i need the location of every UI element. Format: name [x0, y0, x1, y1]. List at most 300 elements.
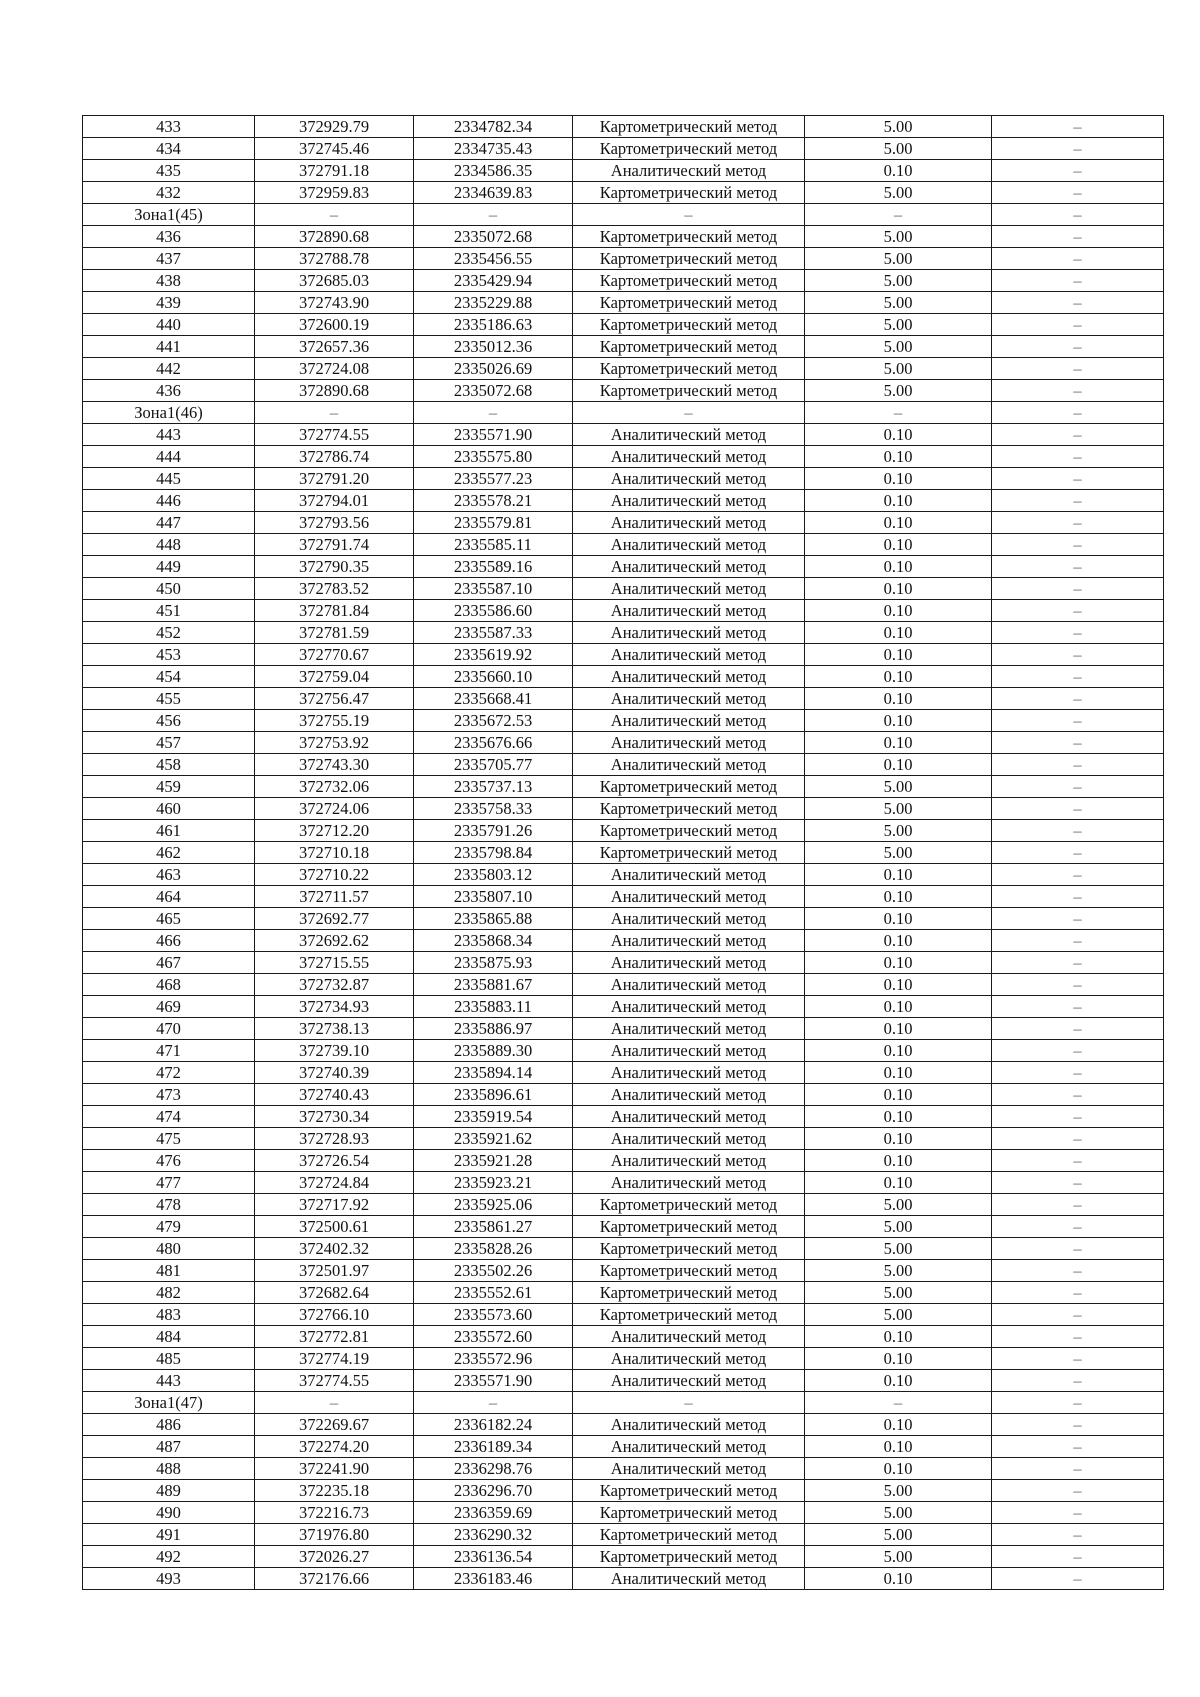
method-cell: Картометрический метод — [573, 1282, 805, 1304]
point-cell: Зона1(45) — [83, 204, 255, 226]
x-coordinate-cell: 372715.55 — [255, 952, 414, 974]
method-cell: Картометрический метод — [573, 336, 805, 358]
point-cell: 489 — [83, 1480, 255, 1502]
y-coordinate-cell: 2335571.90 — [414, 1370, 573, 1392]
point-cell: 447 — [83, 512, 255, 534]
point-cell: 488 — [83, 1458, 255, 1480]
accuracy-cell: 0.10 — [805, 468, 992, 490]
table-row — [83, 710, 1164, 732]
point-cell: 485 — [83, 1348, 255, 1370]
x-coordinate-cell: 372269.67 — [255, 1414, 414, 1436]
point-cell: 455 — [83, 688, 255, 710]
note-cell: – — [992, 666, 1164, 688]
note-cell: – — [992, 248, 1164, 270]
table-row — [83, 512, 1164, 534]
accuracy-cell: 0.10 — [805, 446, 992, 468]
note-cell: – — [992, 1304, 1164, 1326]
note-cell: – — [992, 116, 1164, 138]
note-cell: – — [992, 380, 1164, 402]
point-cell: 465 — [83, 908, 255, 930]
note-cell: – — [992, 468, 1164, 490]
table-row — [83, 842, 1164, 864]
table-row — [83, 204, 1164, 226]
y-coordinate-cell: 2335737.13 — [414, 776, 573, 798]
method-cell: Аналитический метод — [573, 930, 805, 952]
y-coordinate-cell: 2335573.60 — [414, 1304, 573, 1326]
y-coordinate-cell: 2335619.92 — [414, 644, 573, 666]
x-coordinate-cell: 372794.01 — [255, 490, 414, 512]
x-coordinate-cell: 372756.47 — [255, 688, 414, 710]
point-cell: 475 — [83, 1128, 255, 1150]
note-cell: – — [992, 1084, 1164, 1106]
x-coordinate-cell: 372793.56 — [255, 512, 414, 534]
accuracy-cell: 0.10 — [805, 1370, 992, 1392]
point-cell: 480 — [83, 1238, 255, 1260]
table-row — [83, 116, 1164, 138]
table-row — [83, 578, 1164, 600]
x-coordinate-cell: 372717.92 — [255, 1194, 414, 1216]
table-row — [83, 182, 1164, 204]
point-cell: 476 — [83, 1150, 255, 1172]
accuracy-cell: 0.10 — [805, 534, 992, 556]
point-cell: 432 — [83, 182, 255, 204]
point-cell: 467 — [83, 952, 255, 974]
point-cell: 441 — [83, 336, 255, 358]
accuracy-cell: 5.00 — [805, 314, 992, 336]
accuracy-cell: 5.00 — [805, 842, 992, 864]
table-row — [83, 974, 1164, 996]
note-cell: – — [992, 864, 1164, 886]
point-cell: 452 — [83, 622, 255, 644]
point-cell: 451 — [83, 600, 255, 622]
x-coordinate-cell: 372743.90 — [255, 292, 414, 314]
table-row — [83, 798, 1164, 820]
x-coordinate-cell: 372692.62 — [255, 930, 414, 952]
note-cell: – — [992, 732, 1164, 754]
y-coordinate-cell: 2335577.23 — [414, 468, 573, 490]
y-coordinate-cell: 2335552.61 — [414, 1282, 573, 1304]
accuracy-cell: 0.10 — [805, 1062, 992, 1084]
table-row — [83, 270, 1164, 292]
note-cell: – — [992, 402, 1164, 424]
accuracy-cell: 5.00 — [805, 270, 992, 292]
point-cell: Зона1(47) — [83, 1392, 255, 1414]
accuracy-cell: 0.10 — [805, 754, 992, 776]
note-cell: – — [992, 908, 1164, 930]
x-coordinate-cell: 372929.79 — [255, 116, 414, 138]
x-coordinate-cell: 372692.77 — [255, 908, 414, 930]
point-cell: 481 — [83, 1260, 255, 1282]
note-cell: – — [992, 1172, 1164, 1194]
table-row — [83, 446, 1164, 468]
x-coordinate-cell: 372890.68 — [255, 226, 414, 248]
accuracy-cell: 0.10 — [805, 556, 992, 578]
note-cell: – — [992, 534, 1164, 556]
x-coordinate-cell: 372781.84 — [255, 600, 414, 622]
y-coordinate-cell: 2336136.54 — [414, 1546, 573, 1568]
y-coordinate-cell: 2335758.33 — [414, 798, 573, 820]
method-cell: Картометрический метод — [573, 292, 805, 314]
point-cell: 459 — [83, 776, 255, 798]
note-cell: – — [992, 688, 1164, 710]
method-cell: Аналитический метод — [573, 1436, 805, 1458]
accuracy-cell: – — [805, 1392, 992, 1414]
point-cell: 464 — [83, 886, 255, 908]
point-cell: 490 — [83, 1502, 255, 1524]
method-cell: Аналитический метод — [573, 578, 805, 600]
table-row — [83, 1546, 1164, 1568]
note-cell: – — [992, 1018, 1164, 1040]
method-cell: Аналитический метод — [573, 1172, 805, 1194]
table-row — [83, 688, 1164, 710]
method-cell: Картометрический метод — [573, 776, 805, 798]
table-row — [83, 1502, 1164, 1524]
point-cell: 443 — [83, 424, 255, 446]
point-cell: 454 — [83, 666, 255, 688]
accuracy-cell: 0.10 — [805, 578, 992, 600]
x-coordinate-cell: 372745.46 — [255, 138, 414, 160]
x-coordinate-cell: 372791.74 — [255, 534, 414, 556]
note-cell: – — [992, 1260, 1164, 1282]
accuracy-cell: 5.00 — [805, 1546, 992, 1568]
x-coordinate-cell: 372730.34 — [255, 1106, 414, 1128]
accuracy-cell: 0.10 — [805, 666, 992, 688]
y-coordinate-cell: 2335012.36 — [414, 336, 573, 358]
table-row — [83, 556, 1164, 578]
note-cell: – — [992, 578, 1164, 600]
y-coordinate-cell: 2335589.16 — [414, 556, 573, 578]
method-cell: Аналитический метод — [573, 1414, 805, 1436]
accuracy-cell: 0.10 — [805, 1172, 992, 1194]
x-coordinate-cell: 372600.19 — [255, 314, 414, 336]
accuracy-cell: 0.10 — [805, 644, 992, 666]
table-row — [83, 886, 1164, 908]
method-cell: Аналитический метод — [573, 446, 805, 468]
point-cell: 462 — [83, 842, 255, 864]
method-cell: Картометрический метод — [573, 842, 805, 864]
x-coordinate-cell: 372772.81 — [255, 1326, 414, 1348]
method-cell: Аналитический метод — [573, 1348, 805, 1370]
y-coordinate-cell: 2336296.70 — [414, 1480, 573, 1502]
method-cell: Картометрический метод — [573, 1304, 805, 1326]
x-coordinate-cell: 372235.18 — [255, 1480, 414, 1502]
x-coordinate-cell: 372241.90 — [255, 1458, 414, 1480]
x-coordinate-cell: 372026.27 — [255, 1546, 414, 1568]
y-coordinate-cell: 2335919.54 — [414, 1106, 573, 1128]
method-cell: Картометрический метод — [573, 1524, 805, 1546]
point-cell: 437 — [83, 248, 255, 270]
note-cell: – — [992, 1392, 1164, 1414]
method-cell: Аналитический метод — [573, 600, 805, 622]
y-coordinate-cell: 2335672.53 — [414, 710, 573, 732]
table-row — [83, 424, 1164, 446]
x-coordinate-cell: 371976.80 — [255, 1524, 414, 1546]
accuracy-cell: 0.10 — [805, 1326, 992, 1348]
coordinates-table-body — [83, 116, 1164, 1590]
x-coordinate-cell: 372783.52 — [255, 578, 414, 600]
y-coordinate-cell: 2335072.68 — [414, 380, 573, 402]
x-coordinate-cell: 372774.55 — [255, 424, 414, 446]
y-coordinate-cell: 2335886.97 — [414, 1018, 573, 1040]
method-cell: Аналитический метод — [573, 1018, 805, 1040]
accuracy-cell: 0.10 — [805, 490, 992, 512]
x-coordinate-cell: 372738.13 — [255, 1018, 414, 1040]
x-coordinate-cell: 372959.83 — [255, 182, 414, 204]
point-cell: 491 — [83, 1524, 255, 1546]
table-row — [83, 622, 1164, 644]
accuracy-cell: 0.10 — [805, 1348, 992, 1370]
accuracy-cell: 0.10 — [805, 424, 992, 446]
accuracy-cell: 0.10 — [805, 1084, 992, 1106]
accuracy-cell: 0.10 — [805, 1018, 992, 1040]
point-cell: 435 — [83, 160, 255, 182]
method-cell: Картометрический метод — [573, 1238, 805, 1260]
note-cell: – — [992, 556, 1164, 578]
x-coordinate-cell: 372500.61 — [255, 1216, 414, 1238]
note-cell: – — [992, 952, 1164, 974]
accuracy-cell: 5.00 — [805, 1260, 992, 1282]
x-coordinate-cell: 372790.35 — [255, 556, 414, 578]
method-cell: Аналитический метод — [573, 666, 805, 688]
y-coordinate-cell: 2335923.21 — [414, 1172, 573, 1194]
point-cell: 470 — [83, 1018, 255, 1040]
method-cell: Аналитический метод — [573, 1084, 805, 1106]
point-cell: 461 — [83, 820, 255, 842]
note-cell: – — [992, 1150, 1164, 1172]
point-cell: 453 — [83, 644, 255, 666]
x-coordinate-cell: 372770.67 — [255, 644, 414, 666]
note-cell: – — [992, 446, 1164, 468]
table-row — [83, 1194, 1164, 1216]
accuracy-cell: 5.00 — [805, 820, 992, 842]
note-cell: – — [992, 1480, 1164, 1502]
y-coordinate-cell: 2335921.28 — [414, 1150, 573, 1172]
note-cell: – — [992, 1326, 1164, 1348]
method-cell: Картометрический метод — [573, 1194, 805, 1216]
coordinates-table — [82, 115, 1164, 1590]
accuracy-cell: 5.00 — [805, 1480, 992, 1502]
x-coordinate-cell: 372728.93 — [255, 1128, 414, 1150]
table-row — [83, 820, 1164, 842]
note-cell: – — [992, 842, 1164, 864]
point-cell: 450 — [83, 578, 255, 600]
method-cell: Аналитический метод — [573, 1040, 805, 1062]
note-cell: – — [992, 1348, 1164, 1370]
point-cell: 493 — [83, 1568, 255, 1590]
note-cell: – — [992, 1524, 1164, 1546]
note-cell: – — [992, 1040, 1164, 1062]
y-coordinate-cell: 2335865.88 — [414, 908, 573, 930]
y-coordinate-cell: 2335571.90 — [414, 424, 573, 446]
method-cell: Аналитический метод — [573, 644, 805, 666]
note-cell: – — [992, 1458, 1164, 1480]
accuracy-cell: 0.10 — [805, 512, 992, 534]
note-cell: – — [992, 1128, 1164, 1150]
note-cell: – — [992, 1238, 1164, 1260]
y-coordinate-cell: 2336290.32 — [414, 1524, 573, 1546]
note-cell: – — [992, 1062, 1164, 1084]
method-cell: Картометрический метод — [573, 226, 805, 248]
table-row — [83, 732, 1164, 754]
accuracy-cell: 5.00 — [805, 1282, 992, 1304]
x-coordinate-cell: 372685.03 — [255, 270, 414, 292]
y-coordinate-cell: 2334782.34 — [414, 116, 573, 138]
accuracy-cell: 0.10 — [805, 864, 992, 886]
table-row — [83, 754, 1164, 776]
note-cell: – — [992, 138, 1164, 160]
note-cell: – — [992, 1502, 1164, 1524]
point-cell: 483 — [83, 1304, 255, 1326]
table-row — [83, 1370, 1164, 1392]
x-coordinate-cell: 372712.20 — [255, 820, 414, 842]
table-row — [83, 490, 1164, 512]
method-cell: Аналитический метод — [573, 996, 805, 1018]
method-cell: Аналитический метод — [573, 1106, 805, 1128]
table-row — [83, 1480, 1164, 1502]
point-cell: 448 — [83, 534, 255, 556]
table-row — [83, 600, 1164, 622]
accuracy-cell: 5.00 — [805, 798, 992, 820]
y-coordinate-cell: 2335575.80 — [414, 446, 573, 468]
method-cell: Аналитический метод — [573, 1062, 805, 1084]
y-coordinate-cell: 2335429.94 — [414, 270, 573, 292]
x-coordinate-cell: 372739.10 — [255, 1040, 414, 1062]
x-coordinate-cell: 372726.54 — [255, 1150, 414, 1172]
note-cell: – — [992, 622, 1164, 644]
method-cell: Картометрический метод — [573, 798, 805, 820]
accuracy-cell: – — [805, 204, 992, 226]
y-coordinate-cell: 2335875.93 — [414, 952, 573, 974]
y-coordinate-cell: 2335705.77 — [414, 754, 573, 776]
y-coordinate-cell: 2335925.06 — [414, 1194, 573, 1216]
accuracy-cell: 5.00 — [805, 1304, 992, 1326]
note-cell: – — [992, 1282, 1164, 1304]
table-row — [83, 358, 1164, 380]
point-cell: 469 — [83, 996, 255, 1018]
accuracy-cell: 0.10 — [805, 1040, 992, 1062]
method-cell: – — [573, 204, 805, 226]
x-coordinate-cell: 372774.55 — [255, 1370, 414, 1392]
y-coordinate-cell: 2335229.88 — [414, 292, 573, 314]
y-coordinate-cell: 2335896.61 — [414, 1084, 573, 1106]
method-cell: Аналитический метод — [573, 160, 805, 182]
note-cell: – — [992, 600, 1164, 622]
x-coordinate-cell: 372501.97 — [255, 1260, 414, 1282]
note-cell: – — [992, 292, 1164, 314]
table-row — [83, 666, 1164, 688]
note-cell: – — [992, 886, 1164, 908]
y-coordinate-cell: 2336182.24 — [414, 1414, 573, 1436]
point-cell: 473 — [83, 1084, 255, 1106]
table-row — [83, 1458, 1164, 1480]
method-cell: Аналитический метод — [573, 1568, 805, 1590]
point-cell: 457 — [83, 732, 255, 754]
point-cell: Зона1(46) — [83, 402, 255, 424]
accuracy-cell: 5.00 — [805, 1502, 992, 1524]
y-coordinate-cell: 2335186.63 — [414, 314, 573, 336]
table-row — [83, 1216, 1164, 1238]
table-row — [83, 534, 1164, 556]
table-row — [83, 930, 1164, 952]
method-cell: Картометрический метод — [573, 270, 805, 292]
note-cell: – — [992, 512, 1164, 534]
point-cell: 456 — [83, 710, 255, 732]
point-cell: 472 — [83, 1062, 255, 1084]
method-cell: Картометрический метод — [573, 1260, 805, 1282]
y-coordinate-cell: 2334586.35 — [414, 160, 573, 182]
x-coordinate-cell: 372774.19 — [255, 1348, 414, 1370]
point-cell: 444 — [83, 446, 255, 468]
table-row — [83, 1568, 1164, 1590]
x-coordinate-cell: 372274.20 — [255, 1436, 414, 1458]
y-coordinate-cell: 2335660.10 — [414, 666, 573, 688]
method-cell: Аналитический метод — [573, 710, 805, 732]
point-cell: 468 — [83, 974, 255, 996]
accuracy-cell: 5.00 — [805, 138, 992, 160]
y-coordinate-cell: 2335828.26 — [414, 1238, 573, 1260]
x-coordinate-cell: 372732.06 — [255, 776, 414, 798]
accuracy-cell: 0.10 — [805, 1414, 992, 1436]
table-row — [83, 776, 1164, 798]
point-cell: 460 — [83, 798, 255, 820]
point-cell: 458 — [83, 754, 255, 776]
note-cell: – — [992, 644, 1164, 666]
x-coordinate-cell: 372755.19 — [255, 710, 414, 732]
table-row — [83, 292, 1164, 314]
accuracy-cell: 0.10 — [805, 600, 992, 622]
accuracy-cell: 5.00 — [805, 1194, 992, 1216]
table-row — [83, 952, 1164, 974]
note-cell: – — [992, 820, 1164, 842]
method-cell: Картометрический метод — [573, 358, 805, 380]
x-coordinate-cell: 372711.57 — [255, 886, 414, 908]
table-row — [83, 380, 1164, 402]
y-coordinate-cell: 2335502.26 — [414, 1260, 573, 1282]
accuracy-cell: 5.00 — [805, 248, 992, 270]
y-coordinate-cell: – — [414, 1392, 573, 1414]
accuracy-cell: 0.10 — [805, 974, 992, 996]
method-cell: Аналитический метод — [573, 1150, 805, 1172]
point-cell: 449 — [83, 556, 255, 578]
x-coordinate-cell: 372724.08 — [255, 358, 414, 380]
table-row — [83, 314, 1164, 336]
note-cell: – — [992, 710, 1164, 732]
table-row — [83, 248, 1164, 270]
point-cell: 487 — [83, 1436, 255, 1458]
table-row — [83, 864, 1164, 886]
note-cell: – — [992, 336, 1164, 358]
method-cell: Аналитический метод — [573, 512, 805, 534]
table-row — [83, 1282, 1164, 1304]
point-cell: 474 — [83, 1106, 255, 1128]
point-cell: 463 — [83, 864, 255, 886]
accuracy-cell: 0.10 — [805, 1150, 992, 1172]
method-cell: Аналитический метод — [573, 886, 805, 908]
table-row — [83, 1106, 1164, 1128]
table-row — [83, 1392, 1164, 1414]
x-coordinate-cell: 372740.39 — [255, 1062, 414, 1084]
note-cell: – — [992, 226, 1164, 248]
point-cell: 434 — [83, 138, 255, 160]
y-coordinate-cell: 2335579.81 — [414, 512, 573, 534]
note-cell: – — [992, 798, 1164, 820]
accuracy-cell: 0.10 — [805, 996, 992, 1018]
accuracy-cell: 5.00 — [805, 1238, 992, 1260]
y-coordinate-cell: 2335456.55 — [414, 248, 573, 270]
method-cell: Аналитический метод — [573, 732, 805, 754]
note-cell: – — [992, 182, 1164, 204]
note-cell: – — [992, 204, 1164, 226]
